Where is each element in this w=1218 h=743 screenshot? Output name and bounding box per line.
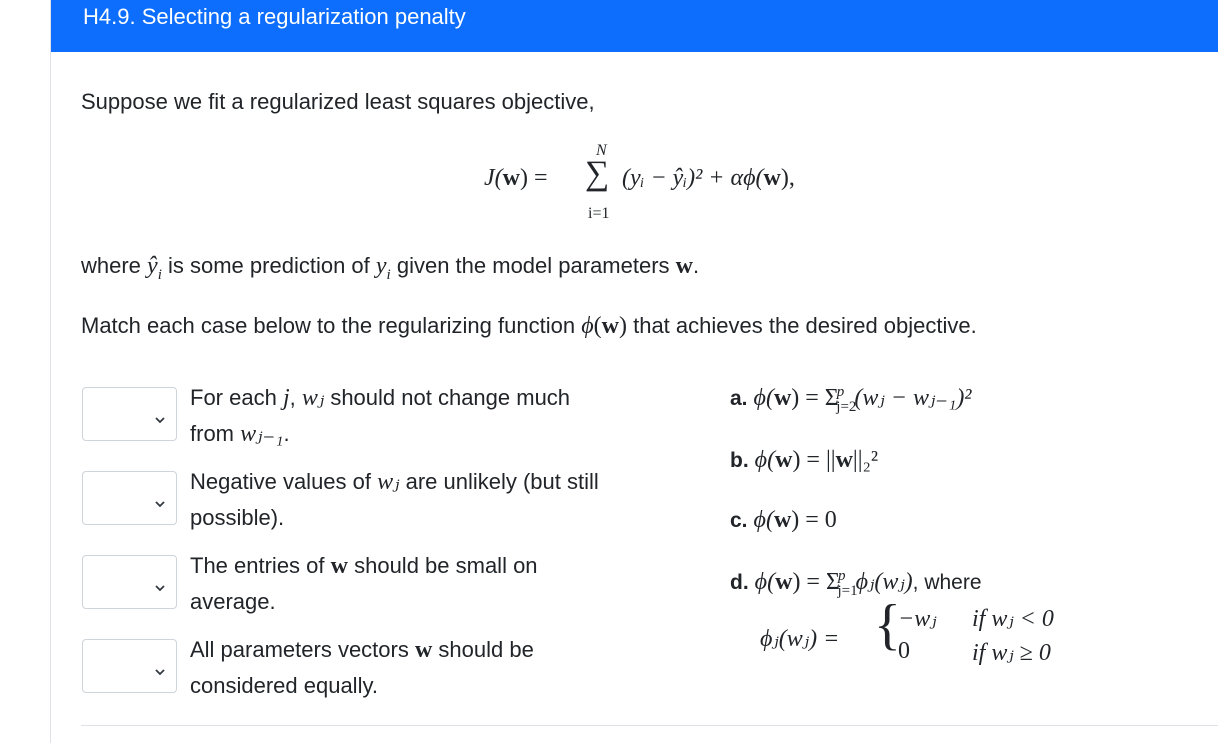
- case-3-select[interactable]: [82, 555, 177, 609]
- case-4-text: All parameters vectors w should be considered equally.: [190, 637, 534, 698]
- sum-upper: N: [596, 142, 607, 159]
- eq-w: w: [502, 165, 520, 191]
- option-c: c. ϕ(w) = 0: [730, 507, 837, 533]
- case-2-text: Negative values of wⱼ are unlikely (but still possible).: [190, 469, 599, 530]
- case-2-select[interactable]: [82, 471, 177, 525]
- piecewise-cond1: if wⱼ < 0: [972, 606, 1054, 632]
- option-a: a. $\phi(w) = \Sigma^p_{j=2}(wⱼ$ − wⱼ₋₁)²: [730, 384, 972, 415]
- match-prefix: Match each case below to the regularizing function: [81, 313, 576, 338]
- piecewise-cond2: if wⱼ ≥ 0: [972, 640, 1051, 666]
- sum-symbol: ∑: [585, 155, 610, 192]
- bottom-divider: [81, 725, 1218, 726]
- intro-line: Suppose we fit a regularized least squares objective,: [81, 89, 595, 114]
- piecewise-case2: 0: [898, 638, 910, 664]
- chevron-down-icon: [155, 415, 165, 425]
- piecewise-lhs: ϕⱼ(wⱼ) =: [760, 626, 840, 652]
- case-1-select[interactable]: [82, 387, 177, 441]
- case-3-text: The entries of w should be small on average.: [190, 553, 538, 614]
- piecewise-brace: {: [874, 594, 901, 656]
- left-border: [50, 0, 51, 743]
- option-d: d. $\phi(w) = \Sigma^p_{j=1}\phi ⱼ(wⱼ)$, where: [730, 568, 982, 599]
- match-line: Match each case below to the regularizing function ϕ(w) that achieves the desired objective.: [81, 313, 977, 339]
- eq-body: (yᵢ − ŷᵢ)² + αϕ(: [622, 165, 764, 191]
- chevron-down-icon: [155, 499, 165, 509]
- sum-lower: i=1: [588, 205, 610, 222]
- where-mid: is some prediction of: [168, 253, 370, 278]
- piecewise-case1: −wⱼ: [898, 606, 937, 632]
- where-line: where $ŷ_i$ is some prediction of $y_i$ given the model parameters w.: [81, 253, 700, 283]
- where-prefix: where: [81, 253, 141, 278]
- eq-close: ),: [780, 165, 795, 191]
- option-b: b. ϕ(w) = ||w||₂²: [730, 447, 879, 473]
- question-title: H4.9. Selecting a regularization penalty: [83, 4, 466, 29]
- match-suffix: that achieves the desired objective.: [633, 313, 977, 338]
- where-suffix: given the model parameters: [396, 253, 670, 278]
- case-1-text: For each j, wⱼ should not change much from wⱼ₋₁.: [190, 385, 571, 447]
- case-4-select[interactable]: [82, 639, 177, 693]
- chevron-down-icon: [155, 583, 165, 593]
- eq-lhs: J(: [484, 165, 503, 191]
- question-header: [51, 0, 1218, 52]
- chevron-down-icon: [155, 667, 165, 677]
- eq-rhs-start: ) =: [520, 165, 548, 191]
